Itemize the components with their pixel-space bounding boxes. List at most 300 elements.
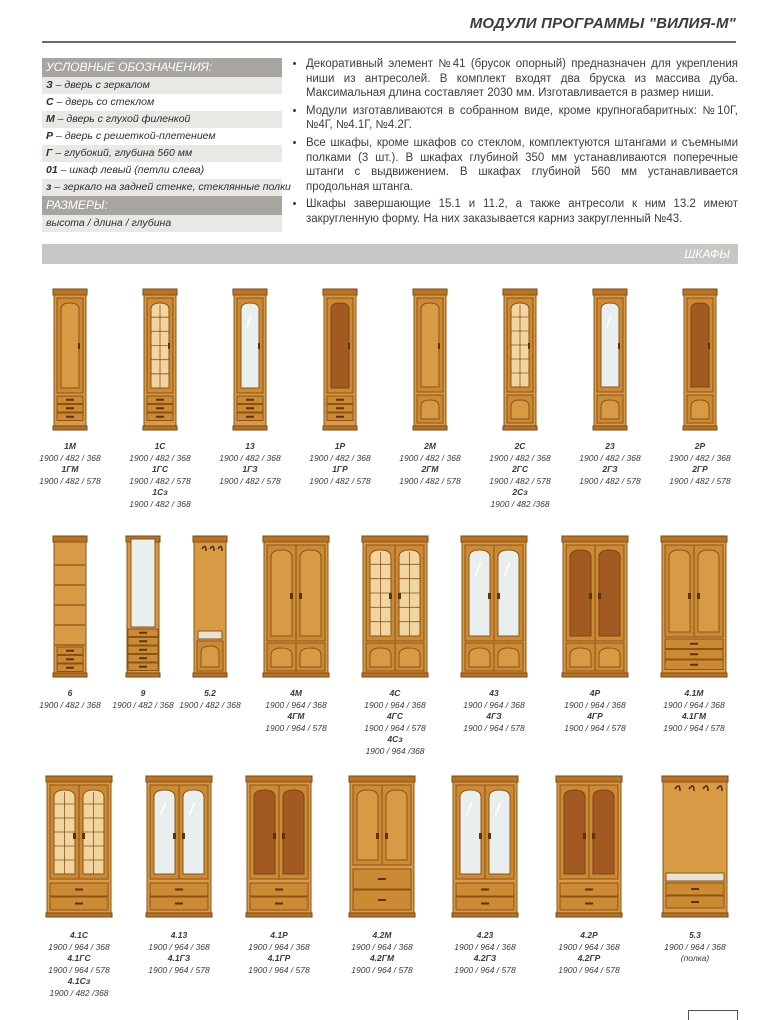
door-handle [598,593,601,599]
module-caption [658,441,742,487]
module-spec-line: 1900 / 482 / 578 [579,475,641,486]
module-spec-line: 2ГЗ [602,464,618,474]
sizes-title: РАЗМЕРЫ: [42,196,282,215]
module-spec-line: 1900 / 964 / 578 [564,722,626,733]
legend-text: – дверь с зеркалом [55,79,150,91]
module-spec-line: 1900 / 482 / 578 [219,475,281,486]
lower-door-panel [570,648,591,667]
plinth [349,913,415,917]
plinth [193,673,227,677]
door-handle [82,833,85,839]
cabinet-module [262,535,330,683]
cornice [53,289,87,295]
module-spec-line: 1900 / 482 / 368 [219,452,281,463]
module-caption [568,441,652,487]
cabinet-illustration [245,775,313,918]
module-spec-line: 1900 / 964 / 578 [454,964,516,975]
drawer-handle [691,888,699,890]
drawer-handle [75,903,83,905]
door-handle [282,833,285,839]
lower-door-panel [469,648,490,667]
module-spec-line: 4.1Сз [67,976,91,986]
plinth [143,426,177,430]
plinth [461,673,527,677]
drawer-handle [175,903,183,905]
door-handle [78,343,80,349]
module-caption [545,688,645,734]
cabinet-illustration [451,775,519,918]
module-spec-line: 1900 / 964 / 578 [558,964,620,975]
legend-text: – дверь с решеткой-плетением [55,130,216,142]
plinth [562,673,628,677]
drawer-handle [139,632,147,634]
module-code: 9 [140,688,146,698]
module-spec-line: 2ГМ [421,464,439,474]
mirror-panel [183,790,204,874]
module-spec-line: 1900 / 482 / 368 [39,699,101,710]
seat-cushion [666,873,724,881]
cornice [662,776,728,782]
legend-title: УСЛОВНЫЕ ОБОЗНАЧЕНИЯ: [42,58,282,77]
door-handle [385,833,388,839]
module-code: 4.1М [684,688,704,698]
module-code: 2С [514,441,526,451]
mesh-panel [283,790,304,874]
door-handle [73,833,76,839]
plinth [593,426,627,430]
drawer-handle [585,889,593,891]
cabinet-illustration [192,535,228,678]
module-spec-line: 1900 / 964 / 368 [664,941,726,952]
module-spec-line: 2ГС [511,464,529,474]
module-spec-line: 4.1ГР [267,953,291,963]
lower-door-panel [498,648,519,667]
lower-door-panel [421,400,439,419]
module-spec-line: 4.2ГМ [369,953,395,963]
door-handle [173,833,176,839]
module-spec-line: 1900 / 482 / 368 [669,452,731,463]
cabinet-illustration [348,775,416,918]
mesh-panel [564,790,585,874]
module-spec-line: 1ГМ [61,464,79,474]
legend-row [42,162,282,179]
wall-mirror [131,539,155,627]
header-rule [42,41,736,43]
cabinet-module [460,535,528,683]
cabinet-module [232,288,268,436]
drawer-handle [66,650,74,652]
legend-row [42,179,291,196]
cabinet-illustration [460,535,528,678]
lower-door-panel [271,648,292,667]
legend-key: Р [46,130,54,142]
module-spec-line: 1900 / 964 / 368 [364,699,426,710]
module-code: 4С [389,688,401,698]
module-spec-line: 4.1ГМ [681,711,707,721]
plinth [503,426,537,430]
cabinet-illustration [45,775,113,918]
cabinet-module [361,535,429,683]
drawer-handle [139,657,147,659]
door-handle [697,593,700,599]
module-code: 4.23 [476,930,494,940]
module-caption [332,930,432,976]
module-spec-line: 1900 / 964 / 368 [454,941,516,952]
cabinet-illustration [52,535,88,678]
plinth [662,913,728,917]
module-spec-line: 1900 / 964 / 578 [463,722,525,733]
cornice [143,289,177,295]
solid-panel [669,550,690,632]
solid-panel [271,550,292,636]
mirror-panel [241,303,259,388]
drawer-handle [378,878,386,880]
plinth [53,673,87,677]
cabinet-illustration [262,535,330,678]
mirror-panel [469,550,490,636]
module-spec-line: 4.2ГЗ [473,953,497,963]
cabinet-illustration [592,288,628,431]
cornice [146,776,212,782]
drawer-handle [481,889,489,891]
module-spec-line: 1900 / 964 / 368 [463,699,525,710]
drawer-handle [66,658,74,660]
legend-row [42,77,282,94]
cabinet-module [592,288,628,436]
module-caption [539,930,639,976]
mesh-panel [599,550,620,636]
module-code: 23 [605,441,615,451]
notes [292,57,738,230]
module-caption [645,930,745,965]
cabinet-module [561,535,629,683]
drawer-handle [690,664,698,666]
module-spec-line: 1ГС [151,464,169,474]
module-caption [208,441,292,487]
seat-cushion [198,631,222,639]
drawer-handle [156,407,164,409]
module-spec-line: 1900 / 482 / 578 [399,475,461,486]
module-code: 2Р [694,441,706,451]
module-caption [444,688,544,734]
legend-text: – глубокий, глубина 560 мм [55,147,193,159]
drawer-handle [66,416,74,418]
drawer-handle [156,399,164,401]
cornice [413,289,447,295]
module-spec-line: 4.1ГС [67,953,91,963]
door-handle [376,833,379,839]
legend-key: С [46,96,54,108]
plinth [53,426,87,430]
plinth [323,426,357,430]
cornice [323,289,357,295]
page-header [0,0,768,44]
solid-panel [300,550,321,636]
cabinet-illustration [661,775,729,918]
mirror-panel [489,790,510,874]
solid-panel [698,550,719,632]
lower-door-panel [399,648,420,667]
mirror-panel [460,790,481,874]
door-handle [488,833,491,839]
cabinet-illustration [682,288,718,431]
module-spec-line: 1900 / 964 / 578 [248,964,310,975]
module-caption [298,441,382,487]
module-caption [478,441,562,510]
note-item: • Декоративный элемент №41 (брусок опорный) предназначен для укрепления ниши из антресолей. В комплект входят два бруска из массива дуба. Максимальная длина составляет 2030 мм. Изготавливается в размер ниши. [306,57,738,101]
legend [42,58,291,232]
cabinet-illustration [232,288,268,431]
drawer-handle [139,640,147,642]
module-spec-line: 1900 / 482 / 578 [309,475,371,486]
door-handle [488,593,491,599]
drawer-handle [275,889,283,891]
module-caption [435,930,535,976]
module-spec-line: 1900 / 482 / 368 [39,452,101,463]
cabinet-module [555,775,623,923]
module-spec-line: 1900 / 964 / 368 [351,941,413,952]
module-spec-line: 2Сз [512,487,528,497]
module-caption [160,688,260,711]
module-spec-line: 1900 / 482 /368 [490,498,550,509]
module-caption [388,441,472,487]
cabinet-illustration [555,775,623,918]
module-caption [29,930,129,999]
cabinet-module [52,288,88,436]
module-caption [644,688,744,734]
cornice [461,536,527,542]
door-handle [389,593,392,599]
module-spec-line: 4ГР [587,711,603,721]
note-item: • Шкафы завершающие 15.1 и 11.2, а также антресоли к ним 13.2 имеют закругленную форму. На них заказывается карниз закругленный №43. [306,197,738,226]
module-code: 43 [489,688,499,698]
plinth [233,426,267,430]
drawer-handle [175,889,183,891]
mesh-panel [570,550,591,636]
module-spec-line: 1900 / 482 / 578 [129,475,191,486]
module-caption [246,688,346,734]
drawer-handle [690,653,698,655]
module-code: 1М [64,441,76,451]
cabinet-module [348,775,416,923]
module-spec-line: 1900 / 482 / 368 [179,699,241,710]
legend-key: М [46,113,55,125]
drawer-handle [156,416,164,418]
drawer-handle [66,399,74,401]
drawer-handle [246,399,254,401]
solid-panel [357,790,378,860]
lower-door-panel [691,400,709,419]
cabinet-module [245,775,313,923]
drawer-handle [66,667,74,669]
cabinet-illustration [660,535,728,678]
drawer-handle [481,903,489,905]
plinth [46,913,112,917]
solid-panel [386,790,407,860]
cabinet-illustration [52,288,88,431]
module-spec-line: 4.1ГЗ [167,953,191,963]
cornice [503,289,537,295]
module-code: 6 [67,688,73,698]
drawer-handle [336,399,344,401]
mesh-panel [593,790,614,874]
solid-panel [61,303,79,388]
module-spec-line: 1900 / 482 / 368 [579,452,641,463]
module-code: 4М [290,688,302,698]
door-handle [688,593,691,599]
drawer-handle [691,901,699,903]
module-code: 4.2М [372,930,392,940]
plinth [146,913,212,917]
cornice [233,289,267,295]
drawer-handle [378,899,386,901]
lower-door-panel [201,646,219,667]
drawer-handle [139,649,147,651]
module-spec-line: 1900 / 964 / 368 [148,941,210,952]
cabinet-module [412,288,448,436]
plinth [556,913,622,917]
module-spec-line: 1ГЗ [242,464,258,474]
module-spec-line: 1ГР [332,464,348,474]
module-spec-line: 1900 / 964 / 368 [48,941,110,952]
module-spec-line: (полка) [680,953,710,963]
lower-door-panel [370,648,391,667]
door-handle [589,593,592,599]
module-spec-line: 1900 / 482 / 578 [489,475,551,486]
cabinet-module [682,288,718,436]
drawer-handle [585,903,593,905]
module-spec-line: 4ГМ [287,711,305,721]
module-spec-line: 4Сз [387,734,403,744]
section-title: ШКАФЫ [684,247,730,261]
cornice [349,776,415,782]
page-title: МОДУЛИ ПРОГРАММЫ "ВИЛИЯ-М" [469,15,736,32]
module-spec-line: 1900 / 964 / 578 [148,964,210,975]
cabinet-module [660,535,728,683]
drawer-handle [139,666,147,668]
section-bar [42,244,738,264]
module-code: 4.1Р [270,930,288,940]
module-code: 1Р [334,441,346,451]
cabinet-module [192,535,228,683]
module-spec-line: 1900 / 964 / 578 [48,964,110,975]
cornice [556,776,622,782]
cabinet-illustration [322,288,358,431]
cabinet-module [322,288,358,436]
note-item: • Модули изготавливаются в собранном виде, кроме крупногабаритных: №10Г, №4Г, №4.1Г, №4.2Г. [306,104,738,133]
cabinet-module [451,775,519,923]
mesh-panel [691,303,709,387]
legend-text: – шкаф левый (петли слева) [60,164,205,176]
door-handle [398,593,401,599]
module-caption [345,688,445,757]
cabinet-module [661,775,729,923]
legend-row [42,128,282,145]
cabinet-module [142,288,178,436]
plinth [362,673,428,677]
door-handle [438,343,440,349]
cabinet-module [45,775,113,923]
module-spec-line: 1900 / 964 /368 [365,745,425,756]
module-spec-line: 1900 / 964 / 368 [265,699,327,710]
cabinet-module [502,288,538,436]
legend-text: – дверь с глухой филенкой [57,113,191,125]
drawer-handle [690,643,698,645]
module-spec-line: 1900 / 482 / 578 [669,475,731,486]
mirror-panel [154,790,175,874]
drawer-handle [275,903,283,905]
door-handle [708,343,710,349]
door-handle [592,833,595,839]
door-handle [479,833,482,839]
module-code: 13 [245,441,255,451]
drawer-handle [246,416,254,418]
module-spec-line: 1900 / 482 / 368 [112,699,174,710]
module-spec-line: 1900 / 964 / 368 [558,941,620,952]
cornice [562,536,628,542]
legend-key: 01 [46,164,58,176]
cornice [452,776,518,782]
door-handle [168,343,170,349]
door-handle [258,343,260,349]
module-code: 5.3 [689,930,701,940]
module-code: 5.2 [204,688,216,698]
cornice [193,536,227,542]
drawer-handle [336,407,344,409]
module-spec-line: 4.2ГР [577,953,601,963]
lower-door-panel [599,648,620,667]
lower-door-panel [511,400,529,419]
drawer-handle [66,407,74,409]
module-spec-line: 1900 / 482 / 368 [129,452,191,463]
cabinet-module [145,775,213,923]
legend-text: – дверь со стеклом [56,96,155,108]
legend-row [42,111,282,128]
module-code: 4.13 [170,930,188,940]
module-spec-line: 1900 / 964 / 368 [663,699,725,710]
module-spec-line: 1900 / 964 / 368 [248,941,310,952]
cabinet-illustration [502,288,538,431]
cornice [53,536,87,542]
cornice [661,536,727,542]
module-spec-line: 4ГЗ [486,711,502,721]
mesh-panel [254,790,275,874]
mirror-panel [498,550,519,636]
module-spec-line: 1900 / 482 /368 [49,987,109,998]
cornice [683,289,717,295]
module-spec-line: 1900 / 482 / 368 [399,452,461,463]
mesh-panel [331,303,349,388]
mirror-panel [601,303,619,387]
module-spec-line: 1900 / 482 / 578 [39,475,101,486]
door-handle [299,593,302,599]
module-code: 1С [154,441,166,451]
lower-door-panel [601,400,619,419]
module-spec-line: 1900 / 964 / 578 [265,722,327,733]
module-code: 2М [424,441,436,451]
module-caption [118,441,202,510]
cabinet-illustration [412,288,448,431]
solid-panel [421,303,439,387]
drawer-handle [336,416,344,418]
module-spec-line: 1900 / 964 / 578 [663,722,725,733]
cabinet-module [52,535,88,683]
module-spec-line: 1900 / 964 / 578 [351,964,413,975]
plinth [263,673,329,677]
legend-key: З [46,79,53,91]
module-spec-line: 1900 / 482 / 368 [129,498,191,509]
door-handle [182,833,185,839]
